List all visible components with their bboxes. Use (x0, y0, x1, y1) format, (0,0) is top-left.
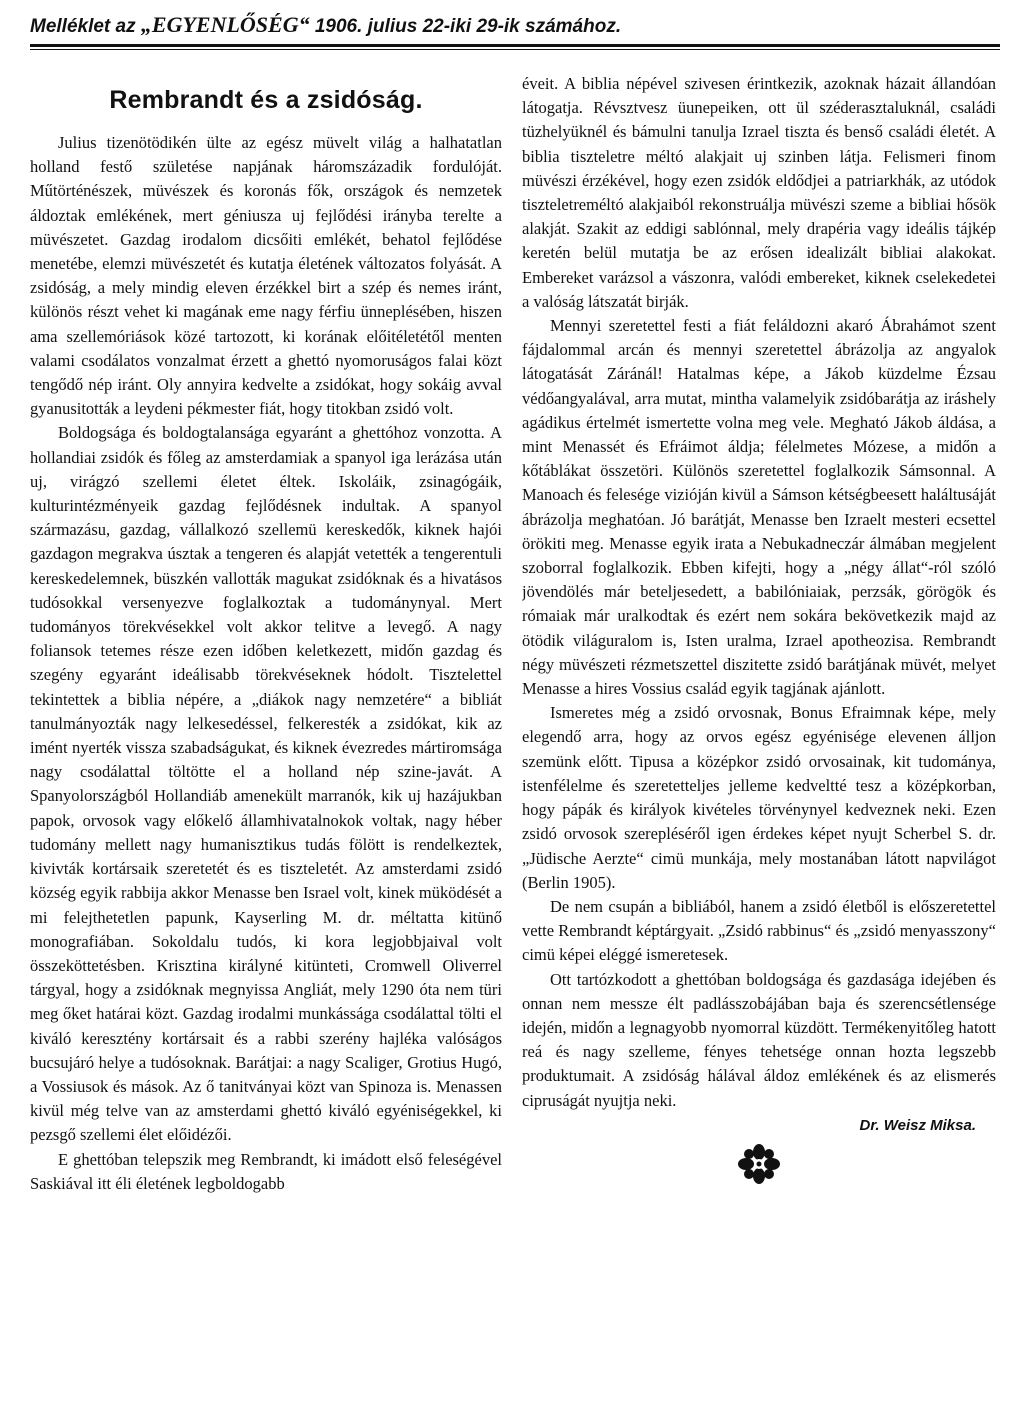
right-column (522, 72, 996, 1191)
article-title: Rembrandt és a zsidóság. (109, 86, 423, 114)
paragraph: Ismeretes még a zsidó orvosnak, Bonus Efraimnak képe, mely elegendő arra, hogy az orvos egész egyéniségе elevenen álljon szemünk előtt. Tipusa a középkor zsidó orvosainak, kit tudománya, istenfélelme és szeretetteljes jelleme kedveltté tesz a középkorban, hogy pápák és királyok kivételes törvénynyel kedveznek neki. Ezen zsidó orvosok szerepléséről igen érdekes képet nyujt Scherbel S. dr. „Jüdische Aerzte“ cimü munkája, mely mostanában látott napvilágot (Berlin 1905). (522, 703, 996, 892)
flower-ornament-icon (734, 1142, 784, 1186)
paragraph: Julius tizenötödikén ülte az egész müvelt világ a halhatatlan holland festő születése napjának háromszázadik fordulóját. Műtörténészek, müvészek és koronás fők, országok és nemzetek áldoztak emlékének, mert géniusza uj fejlődési irányba terelte a müvészetet. Gazdag irodalom dicsőiti emlékét, behatol fejlődése menetébe, elemzi müvészetét és kutatja életének változatos folyását. A zsidóság, a mely mindig eleven érzékkel birt a szép és nemes iránt, különös részt vehet ki magának eme nagy férfiu ünneplésében, hiszen ama szellemóriások közé tartozott, ki korának előitéletétől menten valami csodálatos vonzalmat érzett a ghettó nyomoruságos falai közt tengődő nép iránt. Oly annyira kedvelte a zsidókat, hogy sokáig avval gyanusitották a leydeni pékmester fiát, hogy titokban zsidó volt. (30, 133, 502, 419)
author-signature: Dr. Weisz Miksa. (859, 1116, 976, 1134)
paragraph: éveit. A biblia népével szivesen érintkezik, azoknak házait állandóan látogatja. Révsztvesz üunepeiken, ott ül széderasztaluknál, családi tüzhelyüknél és bámulni tanulja Izrael tiszta és benső családi életét. A biblia tiszteletre méltó alakjait uj szinben látja. Felismeri finom müvészi érzékével, hogy ezen zsidók eldődjei a patriarkhák, az utódok tiszteletreméltó alakjaiból rekonstruálja müvészi szeme a bibliai hősök alakját. Szakit az eddigi sablónnal, mely drapéria vagy ideális tájkép keretén belül mutatja be az erősen idealizált bibliai alakokat. Embereket varázsol a vászonra, valódi embereket, kiknek cselekedetei a valóság látszatát birják. (522, 74, 996, 311)
header-rule-thin (30, 49, 1000, 50)
paragraph: Ott tartózkodott a ghettóban boldogsága és gazdasága idejében és onnan nem messze élt padlásszobájában baja és szerencsétlensége idején, midőn a legnagyobb nyomorral küzdött. Termékenyitőleg hatott reá és nagy szelleme, fényes tehetsége onnan hozta legszebb produktumait. A zsidóság hálával áldoz emlékének és az elismerés cipruságát nyujtja neki. (522, 969, 996, 1110)
paragraph: E ghettóban telepszik meg Rembrandt, ki imádott első feleségével Saskiával itt éli életének legboldogabb (30, 1149, 502, 1193)
masthead-paper-name: „EGYENLŐSÉG“ (140, 12, 310, 37)
masthead (30, 8, 994, 42)
masthead-issue: 1906. julius 22-iki 29-ik számához. (314, 16, 622, 37)
paragraph: Mennyi szeretettel festi a fiát feláldozni akaró Ábrahámot szent fájdalommal arcán és mennyi szeretettel ábrázolja az angyalok látogatását Záránál! Hatalmas képe, a Jákob küzdelme Ézsau védőangyalával, arra mutat, mintha valamelyik zsidóbarátja az iráshely agádikus értelmét ismertette volna meg vele. Megható Jákob áldása, a mint Menassét és Efráimot áldja; félelmetes Mózese, a midőn a kőtáblákat összetöri. Különös szeretettel foglalkozik Sámsonnal. A Manoach és felesége vizióján kivül a Sámson kétségbeesett haláltusáját ábrázolja meghatóan. Jó barátját, Menasse ben Izraelt mesteri ecsettel örökiti meg. Menasse egyik irata a Nebukadneczár álmában megjelent szoborral foglalkozik. Ebben kifejti, hogy a „négy állat“-ról szóló jövendölés már beteljesedett, a babilóniaiak, perzsák, görögök és rómaiak már uralkodtak és ezért nem sokára bekövetkezik majd az ötödik világuralom is, Isten uralma, Izrael apotheozisa. Rembrandt négy müvészeti rézmetszettel diszitette zsidó barátjának müvét, melyet Menasse a hires Vossius család egyik tagjának ajánlott. (522, 316, 996, 699)
header-rule-thick (30, 44, 1000, 47)
paragraph: De nem csupán a bibliából, hanem a zsidó életből is előszeretettel vette Rembrandt képtárgyait. „Zsidó rabbinus“ és „zsidó menyasszony“ cimü képei eléggé ismeretesek. (522, 896, 996, 965)
paragraph: Boldogsága és boldogtalansága egyaránt a ghettóhoz vonzotta. A hollandiai zsidók és főleg az amsterdamiak a spanyol iga lerázása után uj, virágzó szellemi életet éltek. Iskoláik, zsinagógáik, kulturintézményeik gazdag fejlődésnek indultak. A spanyol származásu, gazdag, vállalkozó szellemü kereskedők, kiknek hajói gazdagon megrakva úsztak a tengeren és alapját vetették a tengerentuli kereskedelemnek, büszkén vallották magukat zsidóknak és a hivatásos tudósokkal versenyezve foglalkoztak a tudománynyal. Mert tudományos törekvésekkel volt akkor telitve a levegő. A nagy foliansok tetemes része ezen időben keletkezett, midőn gazdag és szegény egyaránt ideálisabb törekvéseknek hódolt. Tisztelettel tekintettek a biblia népére, a „diákok nagy nemzetére“ a bibliát tanulmányozták nagy lelkesedéssel, felkeresték a zsidókat, kik az imént nyerték vissza szabadságukat, és kiknek évezredes mártiromsága nagy csodálattal töltötte el a holland nép szine-javát. A Spanyolországból Hollandiáb amenekült marranók, kik uj hazájukban papok, orvosok vagy előkelő államhivatalnokok voltak, nagy héber tudomány mellett nagy humanisztikus tudás fölött is rendelkeztek, kivivták kortársaik szeretetét és es tiszteletét. Az amsterdami zsidó község egyik rabbija akkor Menasse ben Israel volt, kinek müködését a mi felejthetetlen papunk, Kayserling M. dr. méltatta kitünő monografiában. Sokoldalu tudós, ki kora legjobbjaival volt összeköttetésben. Krisztina királyné kitünteti, Cromwell Oliverrel tárgyal, hogy a zsidóknak megnyissa Angliát, mely 1290 óta nem türi meg őket határai közt. Gazdag irodalmi munkássága csodálattal tölti el kiváló keresztény kortársait és a rabbi szerény hajléka valóságos bucsujáró helye a tudósoknak. Barátjai: a nagy Scaliger, Grotius Hugó, a Vossiusok és mások. Az ő tanitványai közt van Spinoza is. Menassen kivül még telve van az amsterdami ghettó kiváló egyéniségekkel, ki pezsgő szellemi élet előidézői. (30, 423, 502, 1145)
masthead-prefix: Melléklet az (30, 16, 136, 37)
left-column (30, 70, 502, 1196)
ornament (522, 1142, 996, 1191)
